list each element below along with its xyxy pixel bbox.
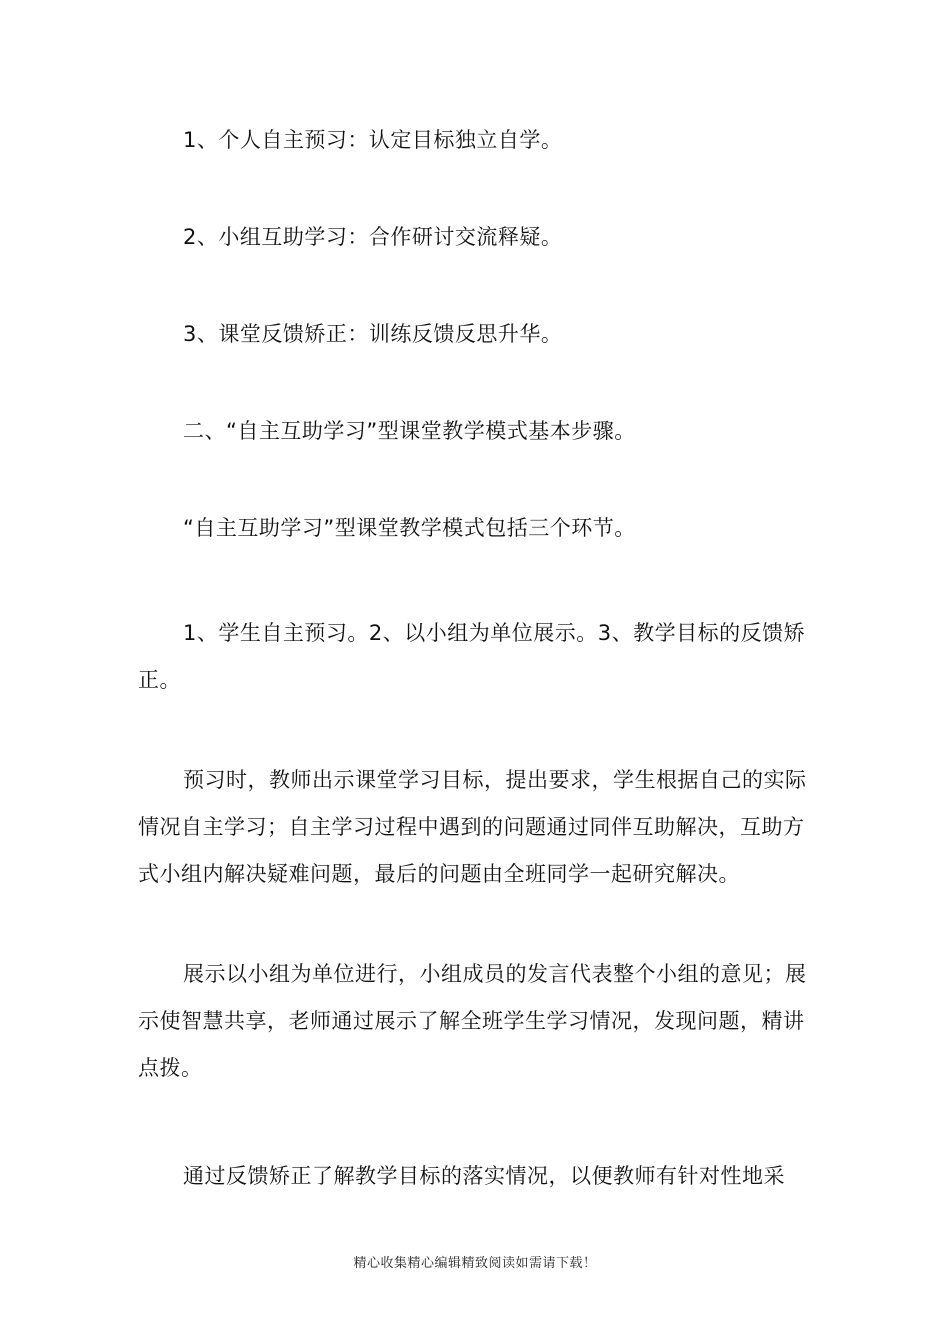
- page-footer: 精心收集精心编辑精致阅读如需请下载！: [353, 1256, 597, 1271]
- paragraph-preview: 预习时，教师出示课堂学习目标，提出要求，学生根据自己的实际情况自主学习；自主学习过程中遇到的问题通过同伴互助解决，互助方式小组内解决疑难问题，最后的问题由全班同学一起研究解决。: [138, 768, 807, 886]
- paragraph-feedback: 通过反馈矫正了解教学目标的落实情况，以便教师有针对性地采: [183, 1164, 785, 1188]
- paragraph-steps-list: 1、学生自主预习。2、以小组为单位展示。3、教学目标的反馈矫正。: [138, 621, 806, 692]
- paragraph-intro-three-steps: “自主互助学习”型课堂教学模式包括三个环节。: [183, 516, 636, 540]
- paragraph-display: 展示以小组为单位进行，小组成员的发言代表整个小组的意见；展示使智慧共享，老师通过展示了解全班学生学习情况，发现问题，精讲点拨。: [138, 962, 807, 1080]
- paragraph-item-1: 1、个人自主预习：认定目标独立自学。: [183, 128, 563, 152]
- paragraph-item-2: 2、小组互助学习：合作研讨交流释疑。: [183, 225, 563, 249]
- paragraph-item-3: 3、课堂反馈矫正：训练反馈反思升华。: [183, 322, 563, 346]
- section-heading-two: 二、“自主互助学习”型课堂教学模式基本步骤。: [183, 419, 636, 443]
